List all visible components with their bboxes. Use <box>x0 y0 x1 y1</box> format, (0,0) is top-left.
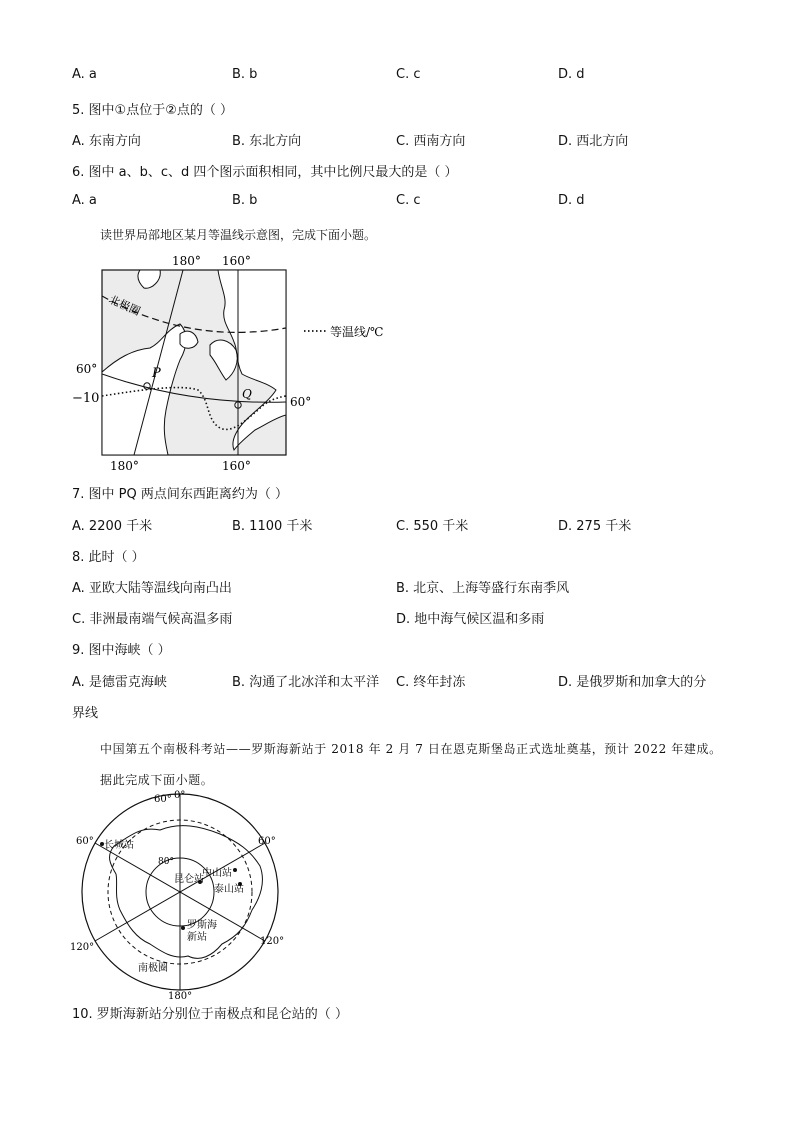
question-8-stem: 8. 此时（ ） <box>72 550 145 565</box>
option-a: A. a <box>72 67 97 82</box>
antarctica-map <box>70 786 290 1000</box>
option-c: C. 终年封冻 <box>396 675 466 690</box>
option-a: A. a <box>72 193 97 208</box>
option-c: C. 西南方向 <box>396 134 466 149</box>
option-b: B. 东北方向 <box>232 134 302 149</box>
option-d: D. 西北方向 <box>558 134 629 149</box>
option-b: B. 1100 千米 <box>232 519 313 534</box>
lon-180-label: 180° <box>168 991 193 1000</box>
option-a: A. 亚欧大陆等温线向南凸出 <box>72 581 232 596</box>
option-b: B. b <box>232 193 258 208</box>
rossline-label-2: 新站 <box>187 932 207 943</box>
lon-60-left-label: 60° <box>76 836 94 847</box>
lat-60-label: 60° <box>154 794 172 805</box>
point-q-label: Q <box>242 387 252 401</box>
option-b: B. 沟通了北冰洋和太平洋 <box>232 675 380 690</box>
lon-top-right: 160° <box>222 254 251 268</box>
lon-120-left-label: 120° <box>70 942 95 953</box>
rossline-label-1: 罗斯海 <box>187 920 217 931</box>
question-7-stem: 7. 图中 PQ 两点间东西距离约为（ ） <box>72 487 289 502</box>
changcheng-label: 长城站 <box>104 840 134 851</box>
lat-right-label: 60° <box>290 395 312 409</box>
option-d: D. d <box>558 67 585 82</box>
option-c: C. c <box>396 67 421 82</box>
lon-top-left: 180° <box>172 254 201 268</box>
question-10-stem: 10. 罗斯海新站分别位于南极点和昆仑站的（ ） <box>72 1007 348 1022</box>
option-a: A. 是德雷克海峡 <box>72 675 167 690</box>
arctic-circle-label: 北极圈 <box>106 292 143 319</box>
option-b: B. 北京、上海等盛行东南季风 <box>396 581 570 596</box>
q8-options-row1 <box>72 577 732 597</box>
legend-label: 等温线/℃ <box>330 325 384 339</box>
isotherm-value-label: −10 <box>72 391 100 406</box>
rossline-marker <box>181 926 185 930</box>
option-b: B. b <box>232 67 258 82</box>
intro-text-2: 中国第五个南极科考站——罗斯海新站于 2018 年 2 月 7 日在恩克斯堡岛正式选址奠基，预计 2022 年建成。据此完成下面小题。 <box>100 742 722 787</box>
option-a: A. 2200 千米 <box>72 519 153 534</box>
kunlun-label: 昆仑站 <box>174 874 204 885</box>
question-6-stem: 6. 图中 a、b、c、d 四个图示面积相同，其中比例尺最大的是（ ） <box>72 165 458 180</box>
q4-options <box>72 67 732 87</box>
taishan-label: 泰山站 <box>214 884 244 895</box>
question-5-stem: 5. 图中①点位于②点的（ ） <box>72 103 233 118</box>
q9-options <box>72 671 732 691</box>
lon-bottom-left: 180° <box>110 459 139 473</box>
option-d: D. 275 千米 <box>558 519 632 534</box>
option-d: D. 是俄罗斯和加拿大的分 <box>558 675 707 690</box>
lon-60-right-label: 60° <box>258 836 276 847</box>
lon-120-right-label: 120° <box>260 936 285 947</box>
intro-text-1: 读世界局部地区某月等温线示意图，完成下面小题。 <box>100 228 377 242</box>
zhongshan-label: 中山站 <box>202 868 232 879</box>
option-c: C. c <box>396 193 421 208</box>
option-d: D. d <box>558 193 585 208</box>
option-d: D. 地中海气候区温和多雨 <box>396 612 545 627</box>
q7-options <box>72 515 732 535</box>
q8-options-row2 <box>72 608 732 628</box>
option-c: C. 550 千米 <box>396 519 469 534</box>
isotherm-map <box>70 250 410 480</box>
q9-continuation: 界线 <box>72 706 99 721</box>
zhongshan-marker <box>233 868 237 872</box>
lon-0-label: 0° <box>174 790 186 801</box>
q5-options <box>72 130 732 150</box>
lat-left-label: 60° <box>76 362 98 376</box>
option-a: A. 东南方向 <box>72 134 141 149</box>
antarctic-circle-label: 南极圈 <box>138 963 168 974</box>
option-c: C. 非洲最南端气候高温多雨 <box>72 612 233 627</box>
lat-80-label: 80° <box>158 857 174 867</box>
question-9-stem: 9. 图中海峡（ ） <box>72 643 171 658</box>
point-p-label: P <box>152 366 161 381</box>
q6-options <box>72 193 732 213</box>
lon-bottom-right: 160° <box>222 459 251 473</box>
